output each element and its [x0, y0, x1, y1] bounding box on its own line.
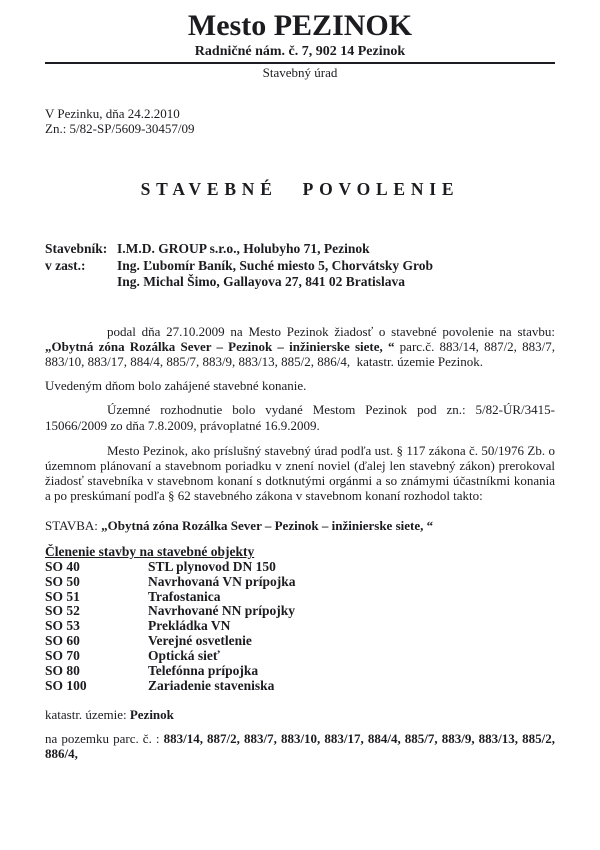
object-code: SO 80 [45, 663, 80, 679]
object-code: SO 60 [45, 633, 80, 649]
zoning-decision-paragraph: Územné rozhodnutie bolo vydané Mestom Pezinok pod zn.: 5/82-ÚR/3415-15066/2009 zo dňa 7.8.2009, právoplatné 16.9.2009. [45, 402, 555, 433]
reference-number: Zn.: 5/82-SP/5609-30457/09 [45, 121, 195, 136]
issue-place-date: V Pezinku, dňa 24.2.2010 [45, 106, 180, 121]
object-name: STL plynovod DN 150 [148, 558, 276, 574]
cadastre-line [45, 707, 555, 722]
object-row [45, 560, 555, 575]
letterhead [45, 9, 555, 80]
builder-name: I.M.D. GROUP s.r.o., Holubyho 71, Pezinok [117, 241, 370, 256]
application-intro: podal dňa 27.10.2009 na Mesto Pezinok žiadosť o stavebné povolenie na stavbu: [107, 323, 555, 339]
parcels-label: na pozemku parc. č. : [45, 731, 164, 747]
object-name: Navrhované NN prípojky [148, 603, 296, 619]
object-code: SO 52 [45, 603, 80, 619]
object-name: Navrhovaná VN prípojka [148, 573, 296, 589]
object-row [45, 604, 555, 619]
object-row [45, 619, 555, 634]
application-paragraph [45, 324, 555, 370]
object-code: SO 51 [45, 588, 80, 604]
builder-row [45, 241, 555, 258]
representative-label-spacer [45, 274, 117, 291]
object-name: Optická sieť [148, 648, 220, 664]
object-row [45, 575, 555, 590]
representative-row [45, 258, 555, 275]
object-code: SO 50 [45, 573, 80, 589]
object-name: Zariadenie staveniska [148, 677, 275, 693]
cadastre-value: Pezinok [129, 706, 174, 722]
object-code: SO 100 [45, 677, 87, 693]
commencement-paragraph: Uvedeným dňom bolo zahájené stavebné konanie. [45, 378, 307, 394]
representative-row [45, 274, 555, 291]
object-row [45, 590, 555, 605]
object-code: SO 53 [45, 618, 80, 634]
representative-1: Ing. Ľubomír Baník, Suché miesto 5, Chorvátsky Grob [117, 257, 434, 273]
object-row [45, 664, 555, 679]
city-name: Mesto PEZINOK [187, 9, 413, 42]
document-title: STAVEBNÉ POVOLENIE [140, 179, 460, 199]
object-row [45, 634, 555, 649]
project-name: „Obytná zóna Rozálka Sever – Pezinok – inžinierske siete, “ [45, 338, 395, 354]
object-row [45, 649, 555, 664]
construction-objects-table [45, 560, 555, 694]
header-divider [45, 62, 555, 64]
object-name: Telefónna prípojka [148, 663, 259, 679]
object-name: Trafostanica [148, 588, 221, 604]
builder-section [45, 241, 555, 291]
object-row [45, 679, 555, 694]
representative-2: Ing. Michal Šimo, Gallayova 27, 841 02 Bratislava [117, 274, 406, 289]
representative-label: v zast.: [45, 257, 86, 273]
reference-block [45, 106, 555, 136]
office-address: Radničné nám. č. 7, 902 14 Pezinok [194, 44, 406, 59]
stavba-project-name: „Obytná zóna Rozálka Sever – Pezinok – inžinierske siete, “ [101, 517, 434, 533]
department-name: Stavebný úrad [262, 65, 338, 80]
construction-objects-heading: Členenie stavby na stavebné objekty [45, 543, 255, 559]
object-code: SO 70 [45, 648, 80, 664]
stavba-line [45, 518, 555, 533]
object-name: Prekládka VN [148, 618, 231, 634]
cadastre-label: katastr. územie: [45, 706, 130, 722]
parcels-line [45, 731, 555, 761]
object-name: Verejné osvetlenie [148, 633, 252, 649]
application-rest: parc.č. 883/14, 887/2, 883/7, 883/10, 883/17, 884/4, 885/7, 883/9, 883/13, 885/2, 886/4, katastr. územie Pezinok. [45, 338, 555, 369]
stavba-label: STAVBA: [45, 517, 102, 533]
decision-paragraph: Mesto Pezinok, ako príslušný stavebný úrad podľa ust. § 117 zákona č. 50/1976 Zb. o územnom plánovaní a stavebnom poriadku v znení noviel (ďalej len stavebný zákon) prerokoval žiadosť stavebníka v stavebnom konaní s dotknutými orgánmi a so známymi účastníkmi konania a po preskúmaní podľa § 62 stavebného zákona v stavebnom konaní rozhodol takto: [45, 442, 555, 504]
builder-label: Stavebník: [45, 241, 108, 256]
parcel-numbers: 883/14, 887/2, 883/7, 883/10, 883/17, 884/4, 885/7, 883/9, 883/13, 885/2, 886/4, [45, 731, 555, 762]
object-code: SO 40 [45, 558, 80, 574]
